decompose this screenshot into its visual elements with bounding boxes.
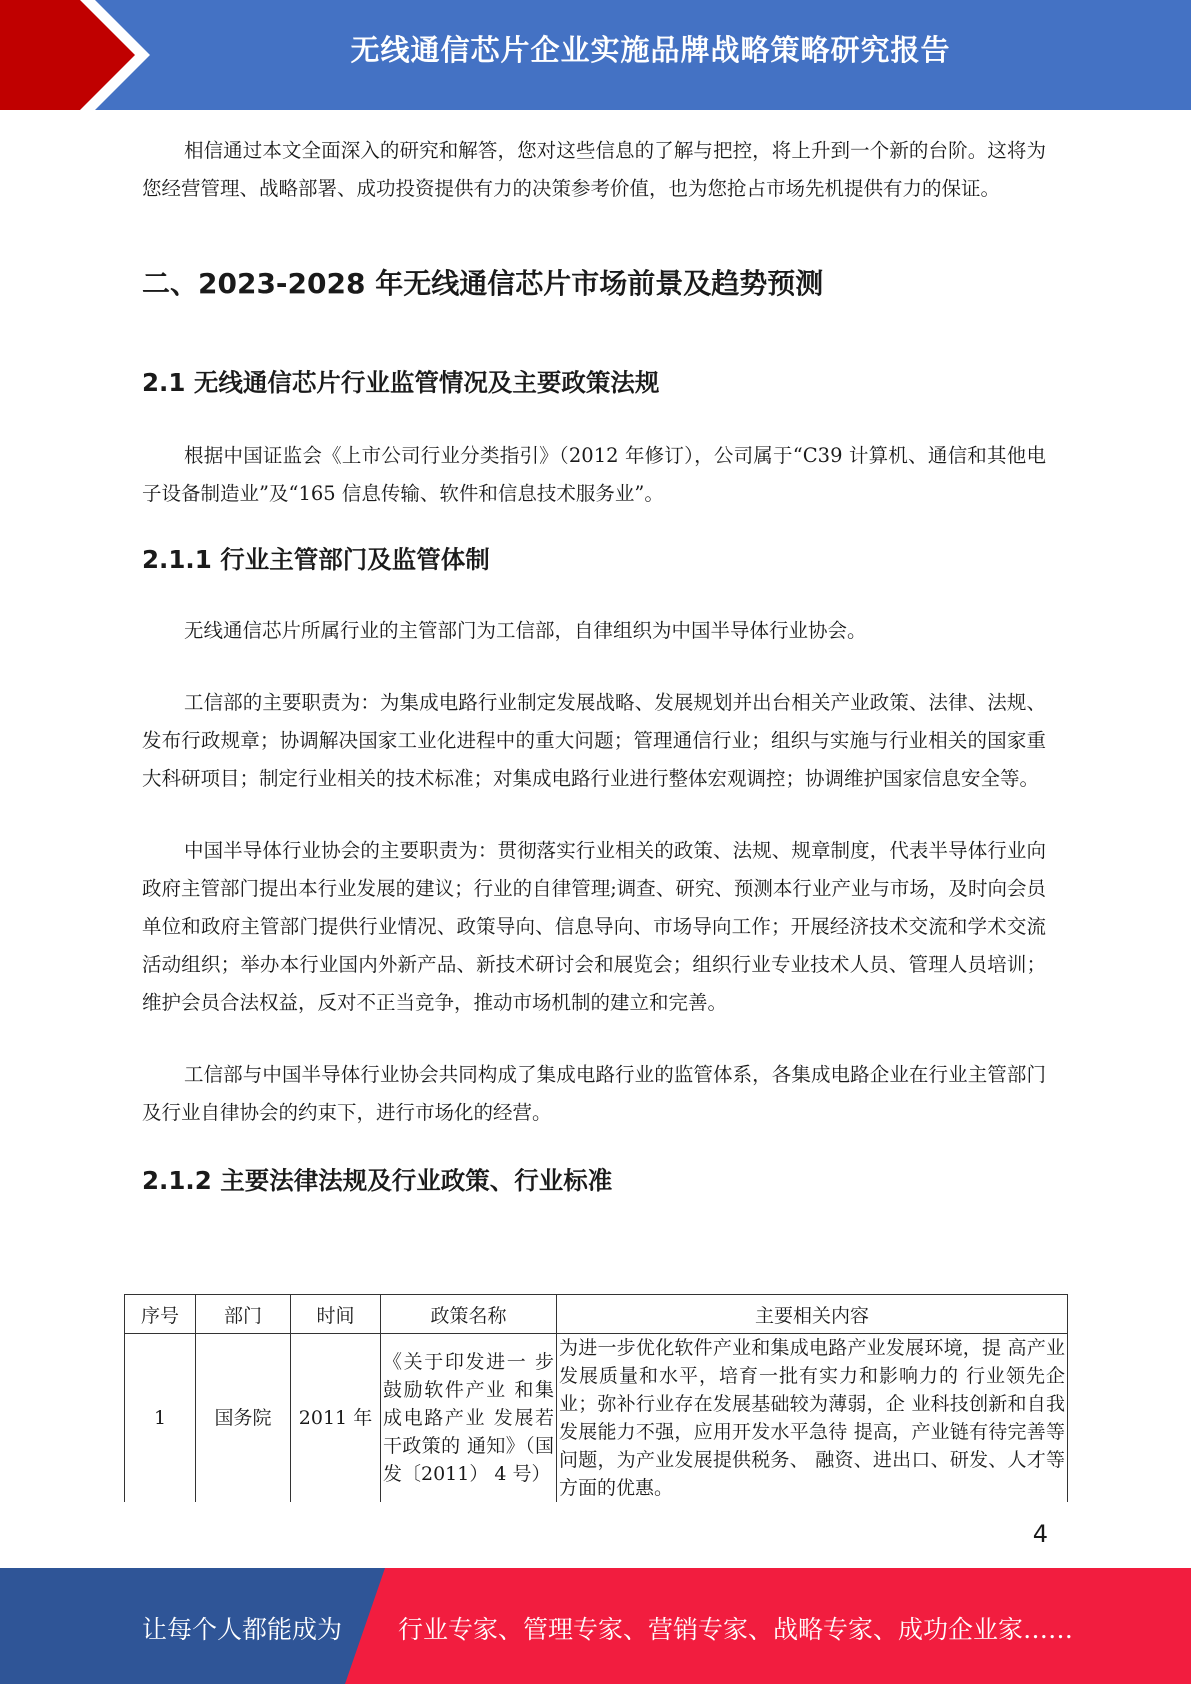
cell-content: 为进一步优化软件产业和集成电路产业发展环境，提 高产业发展质量和水平，培育一批有实力和影响力的 行业领先企业；弥补行业存在发展基础较为薄弱，企 业科技创新和自我发展能力不强，应用开发水平急待 提高，产业链有待完善等问题，为产业发展提供税务、 融资、进出口、研发、人才等方面的优惠。 <box>557 1334 1068 1503</box>
report-title: 无线通信芯片企业实施品牌战略策略研究报告 <box>350 33 951 67</box>
section-2-1-1-heading: 2.1.1 行业主管部门及监管体制 <box>142 545 490 574</box>
header-content: 主要相关内容 <box>557 1295 1068 1334</box>
intro-paragraph: 相信通过本文全面深入的研究和解答，您对这些信息的了解与把控，将上升到一个新的台阶。这将为您经营管理、战略部署、成功投资提供有力的决策参考价值，也为您抢占市场先机提供有力的保证。 <box>142 139 1046 200</box>
section-2-1-2-heading: 2.1.2 主要法律法规及行业政策、行业标准 <box>142 1166 613 1195</box>
section-2-1-1-paragraph-1: 无线通信芯片所属行业的主管部门为工信部，自律组织为中国半导体行业协会。 <box>184 619 867 642</box>
cell-index: 1 <box>125 1334 196 1503</box>
section-2-heading: 二、2023-2028 年无线通信芯片市场前景及趋势预测 <box>142 267 824 300</box>
footer-slogan-right: 行业专家、管理专家、营销专家、战略专家、成功企业家…… <box>398 1615 1074 1644</box>
header-policy-name: 政策名称 <box>381 1295 557 1334</box>
table-header-row <box>125 1295 1068 1334</box>
page-header <box>0 0 1191 110</box>
section-2-1-paragraph: 根据中国证监会《上市公司行业分类指引》（2012 年修订），公司属于“C39 计算机、通信和其他电子设备制造业”及“165 信息传输、软件和信息技术服务业”。 <box>142 444 1046 505</box>
cell-policy-name: 《关于印发进一 步鼓励软件产业 和集成电路产业 发展若干政策的 通知》（国发〔2011） 4 号） <box>381 1334 557 1503</box>
page-footer <box>0 1568 1191 1684</box>
header-department: 部门 <box>196 1295 291 1334</box>
cell-time: 2011 年 <box>291 1334 381 1503</box>
cell-department: 国务院 <box>196 1334 291 1503</box>
section-2-1-1-paragraph-3: 中国半导体行业协会的主要职责为：贯彻落实行业相关的政策、法规、规章制度，代表半导体行业向政府主管部门提出本行业发展的建议；行业的自律管理;调查、研究、预测本行业产业与市场，及时向会员单位和政府主管部门提供行业情况、政策导向、信息导向、市场导向工作；开展经济技术交流和学术交流活动组织；举办本行业国内外新产品、新技术研讨会和展览会；组织行业专业技术人员、管理人员培训；维护会员合法权益，反对不正当竞争，推动市场机制的建立和完善。 <box>142 839 1046 1014</box>
policy-table <box>124 1294 1068 1502</box>
footer-slogan-left: 让每个人都能成为 <box>142 1615 343 1644</box>
header-index: 序号 <box>125 1295 196 1334</box>
table-row <box>125 1334 1068 1503</box>
section-2-1-1-paragraph-4: 工信部与中国半导体行业协会共同构成了集成电路行业的监管体系，各集成电路企业在行业主管部门及行业自律协会的约束下，进行市场化的经营。 <box>142 1063 1046 1124</box>
main-content <box>142 132 1046 1197</box>
page-number: 4 <box>1032 1520 1048 1548</box>
section-2-1-heading: 2.1 无线通信芯片行业监管情况及主要政策法规 <box>142 368 660 397</box>
header-time: 时间 <box>291 1295 381 1334</box>
section-2-1-1-paragraph-2: 工信部的主要职责为：为集成电路行业制定发展战略、发展规划并出台相关产业政策、法律、法规、发布行政规章；协调解决国家工业化进程中的重大问题；管理通信行业；组织与实施与行业相关的国家重大科研项目；制定行业相关的技术标准；对集成电路行业进行整体宏观调控；协调维护国家信息安全等。 <box>142 691 1046 790</box>
